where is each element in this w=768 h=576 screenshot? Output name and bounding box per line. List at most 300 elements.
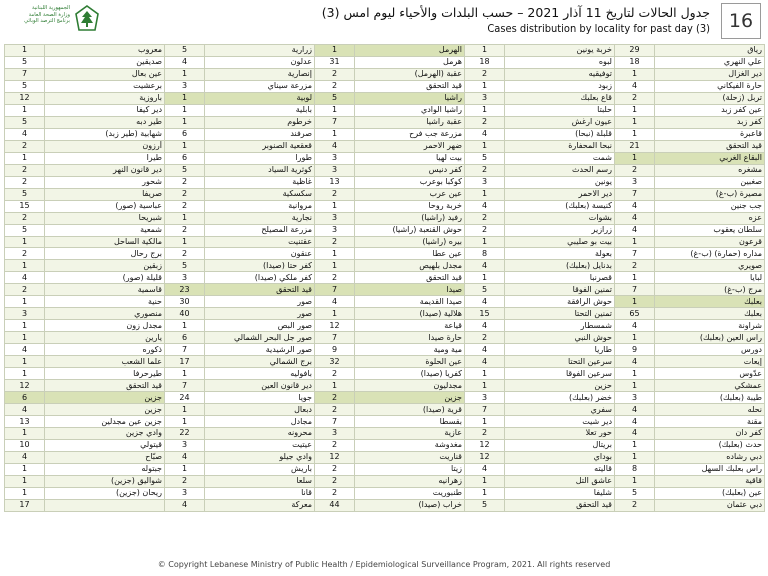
locality-cell: مجادل [205,416,315,428]
locality-cell: قاسمية [45,284,165,296]
locality-cell: طيبة (بعلبك) [655,392,765,404]
locality-cell: قانا [205,487,315,499]
count-cell: 2 [5,176,45,188]
count-cell: 1 [165,404,205,416]
locality-cell: كوثرية السياد [205,164,315,176]
count-cell: 1 [165,416,205,428]
locality-cell: شهابية (طير زبد) [45,128,165,140]
locality-cell: صيدا القديمة [355,296,465,308]
locality-cell: شمت [505,152,615,164]
table-row [5,368,765,380]
count-cell: 5 [465,284,505,296]
count-cell: 12 [465,451,505,463]
locality-cell: هلالية (صيدا) [355,308,465,320]
locality-cell: بقسطا [355,416,465,428]
locality-cell: مزرعة المصيلح [205,224,315,236]
count-cell: 1 [165,320,205,332]
count-cell: 1 [5,236,45,248]
table-row [5,487,765,499]
count-cell: 2 [165,176,205,188]
count-cell: 2 [615,260,655,272]
count-cell: 15 [5,200,45,212]
locality-cell: دير كيفا [45,104,165,116]
table-row [5,499,765,511]
table-row [5,308,765,320]
locality-cell: دير قانون النهر [45,164,165,176]
locality-cell: زيتا [355,463,465,475]
count-cell: 1 [615,451,655,463]
count-cell: 1 [315,308,355,320]
count-cell: 10 [5,439,45,451]
count-cell: 7 [615,248,655,260]
count-cell: 1 [315,45,355,57]
count-cell: 5 [465,152,505,164]
count-cell: 1 [615,380,655,392]
table-row [5,80,765,92]
locality-cell: قعقعية الصنوبر [205,140,315,152]
count-cell: 2 [315,68,355,80]
count-cell: 15 [465,308,505,320]
count-cell: 4 [165,451,205,463]
count-cell: 7 [315,332,355,344]
locality-cell: بوداي [505,451,615,463]
locality-cell [45,499,165,511]
table-row [5,152,765,164]
count-cell: 2 [165,475,205,487]
locality-cell: لوبية [205,92,315,104]
locality-cell: مجدل بلهيص [355,260,465,272]
locality-cell: بابلية [205,104,315,116]
locality-cell: شليفا [505,487,615,499]
table-row [5,45,765,57]
table-row [5,236,765,248]
locality-cell: نجارية [205,212,315,224]
locality-cell: قاع بعلبك [505,92,615,104]
count-cell: 4 [5,272,45,284]
count-cell: 1 [615,368,655,380]
count-cell: 12 [465,439,505,451]
locality-cell: حزين [505,380,615,392]
count-cell: 1 [5,356,45,368]
table-row [5,284,765,296]
count-cell: 1 [465,475,505,487]
count-cell: 1 [615,116,655,128]
locality-cell: برعشيت [45,80,165,92]
count-cell: 1 [5,152,45,164]
count-cell: 9 [315,344,355,356]
count-cell: 4 [315,296,355,308]
locality-cell: قناريت [355,451,465,463]
locality-cell: عين عرب [355,188,465,200]
locality-cell: جزين [45,392,165,404]
locality-cell: خضر (بعلبك) [505,392,615,404]
locality-cell: شواليق (جزين) [45,475,165,487]
count-cell: 3 [315,224,355,236]
locality-cell: حوش النبي [505,332,615,344]
count-cell: 1 [5,320,45,332]
locality-cell: تمنين التحتا [505,308,615,320]
locality-cell: عمشكي [655,380,765,392]
count-cell: 2 [315,463,355,475]
count-cell: 31 [315,56,355,68]
locality-cell: باريش [205,463,315,475]
locality-cell: ضهر الاحمر [355,140,465,152]
locality-cell: عين بعال [45,68,165,80]
count-cell: 4 [165,499,205,511]
count-cell: 2 [465,164,505,176]
count-cell: 7 [165,380,205,392]
locality-cell: زبود [505,80,615,92]
logo-line-1: الجمهورية اللبنانية [31,5,70,11]
count-cell: 1 [615,128,655,140]
locality-cell: قيد التحقق [355,272,465,284]
locality-cell: بيت لهيا [355,152,465,164]
locality-cell: علي النهري [655,56,765,68]
count-cell: 24 [165,392,205,404]
locality-cell: كفر حتا (صيدا) [205,260,315,272]
count-cell: 2 [165,188,205,200]
locality-cell: طير دبه [45,116,165,128]
locality-cell: سلعا [205,475,315,487]
table-row [5,104,765,116]
count-cell: 1 [465,45,505,57]
locality-cell: معركة [205,499,315,511]
locality-cell: مصيرة (ب-غ) [655,188,765,200]
locality-cell: زرارية [205,45,315,57]
count-cell: 1 [5,104,45,116]
locality-cell: يارين [45,332,165,344]
count-cell: 12 [315,451,355,463]
table-row [5,272,765,284]
count-cell: 2 [315,392,355,404]
count-cell: 4 [615,200,655,212]
count-cell: 4 [165,56,205,68]
count-cell: 4 [465,128,505,140]
count-cell: 2 [165,224,205,236]
table-row [5,356,765,368]
locality-cell: طيرحرفا [45,368,165,380]
count-cell: 1 [5,296,45,308]
locality-cell: بعلبك [655,308,765,320]
locality-cell: باروزية [45,92,165,104]
count-cell: 3 [615,176,655,188]
locality-cell: صغبين [655,176,765,188]
locality-cell: توفيقيه [505,68,615,80]
count-cell: 1 [465,487,505,499]
count-cell: 2 [615,164,655,176]
locality-cell: جزين [355,392,465,404]
locality-cell: قياعة [355,320,465,332]
count-cell: 5 [165,260,205,272]
locality-cell: محرونه [205,428,315,440]
locality-cell: بريتال [505,439,615,451]
count-cell: 3 [315,164,355,176]
count-cell: 30 [165,296,205,308]
locality-cell: صور البص [205,320,315,332]
locality-cell: سفري [505,404,615,416]
count-cell: 3 [165,272,205,284]
count-cell: 65 [615,308,655,320]
count-cell: 4 [465,344,505,356]
locality-cell: طيرا [45,152,165,164]
table-row [5,176,765,188]
locality-cell: مشغره [655,164,765,176]
count-cell: 29 [615,45,655,57]
locality-cell: جويا [205,392,315,404]
count-cell: 5 [165,164,205,176]
locality-cell: راس بعلبك السهل [655,463,765,475]
count-cell: 18 [465,56,505,68]
count-cell: 2 [315,368,355,380]
count-cell: 1 [465,188,505,200]
count-cell: 2 [315,487,355,499]
locality-cell: عقتنيت [205,236,315,248]
count-cell: 1 [5,368,45,380]
count-cell: 4 [5,344,45,356]
locality-cell: مجدل زون [45,320,165,332]
count-cell: 5 [465,499,505,511]
count-cell: 1 [315,200,355,212]
locality-cell: زبقين [45,260,165,272]
count-cell: 22 [165,428,205,440]
count-cell: 6 [165,128,205,140]
count-cell: 6 [165,152,205,164]
locality-cell: صرفند [205,128,315,140]
table-row [5,248,765,260]
count-cell: 1 [315,260,355,272]
locality-cell: البقاع الغربي [655,152,765,164]
locality-cell: راشيا الوادي [355,104,465,116]
locality-cell: كفريا (صيدا) [355,368,465,380]
locality-cell: دير قانون العين [205,380,315,392]
locality-cell: عباسية (صور) [45,200,165,212]
table-row [5,164,765,176]
count-cell: 4 [465,463,505,475]
locality-cell: قصرنبا [505,272,615,284]
count-cell: 1 [615,272,655,284]
count-cell: 3 [465,92,505,104]
count-cell: 17 [165,356,205,368]
locality-cell: قلبلة (نبحا) [505,128,615,140]
count-cell: 23 [165,284,205,296]
count-cell: 2 [5,140,45,152]
locality-cell: زرازير [505,224,615,236]
count-cell: 3 [315,152,355,164]
count-cell: 1 [465,368,505,380]
locality-cell: برج الشمالي [205,356,315,368]
locality-cell: صيدا [355,284,465,296]
locality-cell: راشيا [355,92,465,104]
count-cell: 2 [315,236,355,248]
count-cell: 5 [315,92,355,104]
locality-cell: لبايا [655,272,765,284]
count-cell: 2 [5,164,45,176]
locality-cell: دير الغزال [655,68,765,80]
count-cell: 4 [615,428,655,440]
table-row [5,416,765,428]
count-cell: 1 [5,45,45,57]
header [0,0,768,44]
table-row [5,451,765,463]
count-cell: 3 [165,487,205,499]
table-row [5,392,765,404]
locality-cell: مقنة [655,416,765,428]
locality-cell: مداره (حمارة) (ب-غ) [655,248,765,260]
count-cell: 1 [465,380,505,392]
count-cell: 2 [5,284,45,296]
locality-cell: جب جنين [655,200,765,212]
locality-cell: بيت بو صليبي [505,236,615,248]
count-cell: 1 [465,416,505,428]
locality-cell: عين عطا [355,248,465,260]
locality-cell: صور الرشيدية [205,344,315,356]
count-cell: 2 [315,272,355,284]
locality-cell: إنصارية [205,68,315,80]
count-cell: 5 [5,188,45,200]
count-cell: 2 [165,200,205,212]
count-cell: 1 [165,104,205,116]
locality-cell: قاليته [505,463,615,475]
count-cell: 3 [465,176,505,188]
table-row [5,140,765,152]
table-row [5,296,765,308]
count-cell: 2 [315,188,355,200]
count-cell: 7 [615,284,655,296]
locality-cell: منصوري [45,308,165,320]
locality-cell: سلطان يعقوب [655,224,765,236]
locality-cell: كنيسة (بعلبك) [505,200,615,212]
count-cell: 9 [615,344,655,356]
count-cell: 1 [5,428,45,440]
count-cell: 4 [615,320,655,332]
count-cell: 1 [5,487,45,499]
table-row [5,404,765,416]
count-cell: 1 [465,80,505,92]
locality-cell: وادي جزين [45,428,165,440]
count-cell: 5 [5,80,45,92]
table-row [5,332,765,344]
count-cell: 4 [465,356,505,368]
locality-cell: كوكبا بوعرب [355,176,465,188]
locality-cell: حوش الرافقة [505,296,615,308]
locality-cell: سرعين التحتا [505,356,615,368]
locality-cell: قاقية [655,475,765,487]
locality-cell: قاعبرة [655,128,765,140]
locality-cell: عين كفر زبد [655,104,765,116]
locality-cell: دير شيت [505,416,615,428]
locality-cell: برج رحال [45,248,165,260]
cases-table [4,44,764,512]
logo-line-2: وزارة الصحة العامة [28,11,70,18]
table-row [5,260,765,272]
count-cell: 2 [465,428,505,440]
locality-cell: كفر دان [655,428,765,440]
table-row [5,68,765,80]
title-english: Cases distribution by locality for past day (3) [487,22,710,35]
locality-cell: لبوه [505,56,615,68]
count-cell: 7 [5,68,45,80]
count-cell: 4 [465,320,505,332]
title-arabic: جدول الحالات لتاريخ 11 آذار 2021 – حسب البلدات والأحياء ليوم امس (3) [321,5,710,20]
locality-cell: مرج (ب-غ) [655,284,765,296]
count-cell: 2 [5,248,45,260]
count-cell: 2 [615,499,655,511]
locality-cell: رفيد (راشيا) [355,212,465,224]
locality-cell: حور تعلا [505,428,615,440]
count-cell: 1 [315,104,355,116]
locality-cell: الهرمل [355,45,465,57]
count-cell: 2 [315,80,355,92]
table-row [5,92,765,104]
copyright-footer: © Copyright Lebanese Ministry of Public Health / Epidemiological Surveillance Program, 2021. All rights reserved [157,560,611,569]
count-cell: 13 [5,416,45,428]
locality-cell: مزرعة سيناي [205,80,315,92]
count-cell: 4 [465,200,505,212]
locality-cell: مالكية الساحل [45,236,165,248]
count-cell: 1 [315,380,355,392]
count-cell: 1 [315,248,355,260]
count-cell: 1 [165,212,205,224]
count-cell: 4 [615,356,655,368]
count-cell: 1 [165,68,205,80]
count-cell: 3 [315,428,355,440]
locality-cell: طنبوريت [355,487,465,499]
locality-cell: شحور [45,176,165,188]
count-cell: 4 [465,296,505,308]
count-cell: 2 [615,92,655,104]
locality-cell: بعولة [505,248,615,260]
count-cell: 1 [5,463,45,475]
count-cell: 1 [5,260,45,272]
table-row [5,224,765,236]
count-cell: 6 [165,332,205,344]
locality-cell: معروب [45,45,165,57]
count-cell: 4 [465,260,505,272]
locality-cell: قيد التحقق [655,140,765,152]
locality-cell: بعلبك [655,296,765,308]
count-cell: 5 [5,116,45,128]
locality-cell: طاريا [505,344,615,356]
table-row [5,200,765,212]
count-cell: 8 [615,463,655,475]
locality-cell: بدنايل (بعلبك) [505,260,615,272]
locality-cell: علما الشعب [45,356,165,368]
count-cell: 4 [315,140,355,152]
count-cell: 2 [465,212,505,224]
locality-cell: قيد التحقق [45,380,165,392]
locality-cell: كفر دنيس [355,164,465,176]
count-cell: 12 [5,380,45,392]
locality-cell: نبحا المحفارة [505,140,615,152]
count-cell: 13 [315,176,355,188]
locality-cell: جبتوله [45,463,165,475]
count-cell: 1 [165,368,205,380]
locality-cell: شمسطار [505,320,615,332]
locality-cell: نحله [655,404,765,416]
count-cell: 1 [5,475,45,487]
count-cell: 3 [465,392,505,404]
locality-cell: عين (بعلبك) [655,487,765,499]
count-cell: 3 [5,308,45,320]
count-cell: 5 [165,45,205,57]
count-cell: 2 [465,224,505,236]
count-cell: 1 [165,116,205,128]
count-cell: 3 [165,439,205,451]
locality-cell: قيد التحقق [355,80,465,92]
locality-cell: صور [205,296,315,308]
count-cell: 1 [165,463,205,475]
locality-cell: بيره (راشيا) [355,236,465,248]
